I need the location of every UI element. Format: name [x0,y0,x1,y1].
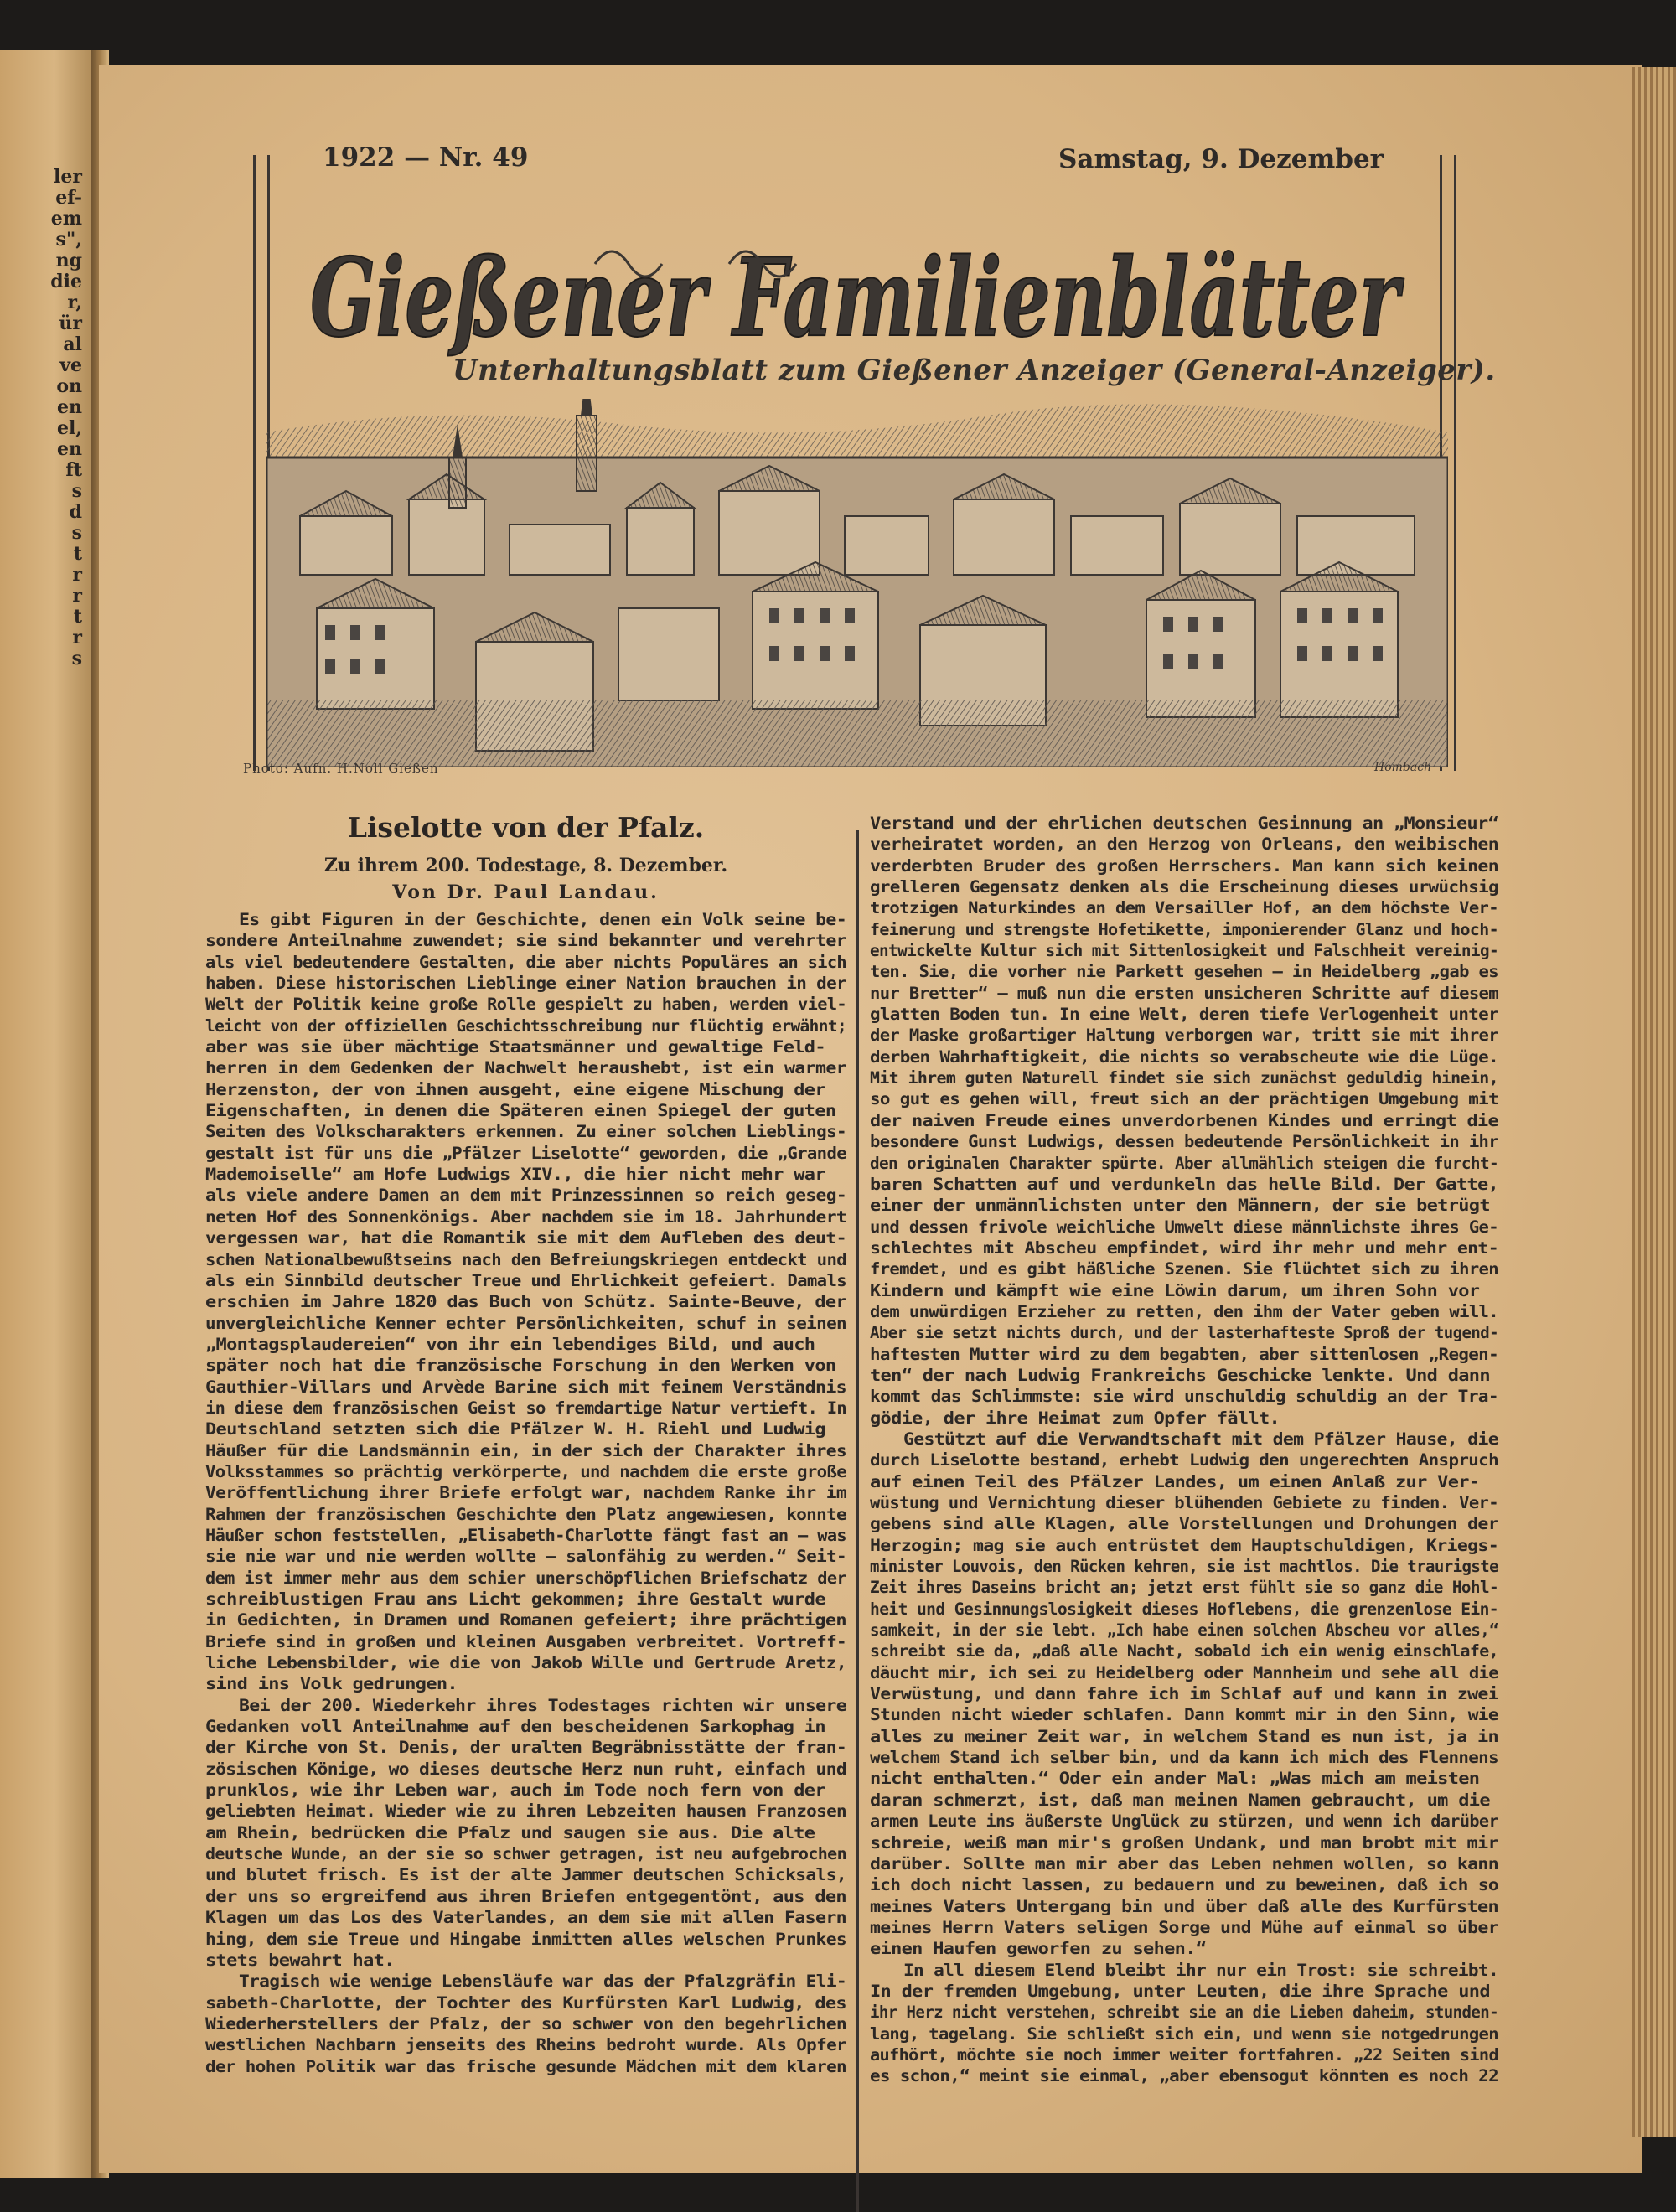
text-line: nicht enthalten.“ Oder ein ander Mal: „Was mich am meisten [870,1769,1480,1789]
text-line: einen Haufen geworfen zu sehen.“ [870,1939,1207,1959]
text-line: darüber. Sollte man mir aber das Leben nehmen wollen, so kann [870,1853,1498,1873]
text-line: ihr Herz nicht verstehen, schreibt sie an die Lieben daheim, stunden- [870,2003,1498,2023]
text-line: schreiblustigen Frau ans Licht gekommen; ihre Gestalt wurde [205,1589,825,1609]
city-engraving [266,399,1448,767]
text-line: unvergleichliche Kenner echter Persönlichkeiten, schuf in seinen [205,1313,846,1333]
text-line: Herzogin; mag sie auch entrüstet dem Hauptschuldigen, Kriegs- [870,1535,1498,1555]
text-line: schen Nationalbewußtseins nach den Befreiungskriegen entdeckt und [205,1249,846,1269]
left-page-fragment: t [73,606,82,628]
text-line: Klagen um das Los des Vaterlandes, an dem sie mit allen Fasern [205,1908,846,1928]
text-line: Zeit ihres Daseins bricht an; jetzt erst fühlt sie so ganz die Hohl- [870,1578,1498,1598]
text-line: erschien im Jahre 1820 das Buch von Schütz. Sainte-Beuve, der [205,1292,846,1312]
text-line: liche Lebensbilder, wie die von Jakob Wille und Gertrude Aretz, [205,1653,846,1673]
text-line: kommt das Schlimmste: sie wird unschuldig schuldig an der Tra- [870,1387,1498,1407]
text-line: Volksstammes so prächtig verkörperte, und nachdem die erste große [205,1461,846,1481]
text-line: es schon,“ meint sie einmal, „aber ebensogut könnten es noch 22 [870,2066,1498,2086]
left-page-fragment: die [50,271,82,292]
issue-date: Samstag, 9. Dezember [1058,144,1384,174]
left-page-fragment: s [71,522,82,544]
text-line: Verstand und der ehrlichen deutschen Gesinnung an „Monsieur“ [870,814,1498,833]
text-line: Rahmen der französischen Geschichte den Platz angewiesen, konnte [205,1504,846,1524]
page-stack-edges [1632,67,1676,2137]
text-line: sondere Anteilnahme zuwendet; sie sind bekannter und verehrter [205,931,846,951]
text-line: auf einen Teil des Pfälzer Landes, um einen Anlaß zur Ver- [870,1471,1480,1491]
left-page-fragment: ler [54,166,82,188]
left-page-fragment: ve [59,354,82,376]
text-line: sabeth-Charlotte, der Tochter des Kurfürsten Karl Ludwig, des [205,1992,846,2013]
text-line: den originalen Charakter spürte. Aber allmählich steigen die furcht- [870,1153,1498,1173]
text-line: daran schmerzt, ist, daß man meinen Namen gebraucht, um die [870,1790,1490,1810]
left-page-fragment: s [71,648,82,669]
text-line: herren in dem Gedenken der Nachwelt heraushebt, ist ein warmer [205,1058,846,1078]
text-line: Veröffentlichung ihrer Briefe erfolgt war, nachdem Ranke ihr im [205,1483,846,1503]
text-line: aber was sie über mächtige Staatsmänner und gewaltige Feld- [205,1037,825,1057]
left-page-fragment: al [63,333,82,355]
text-line: haftesten Mutter wird zu dem begabten, aber sittenlosen „Regen- [870,1344,1498,1364]
text-line: meines Vaters Untergang bin und über daß alle des Kurfürsten [870,1896,1498,1916]
left-page-edge [0,50,99,2178]
text-line: in diese dem französischen Geist so fremdartige Natur vertieft. In [205,1398,846,1418]
text-line: schreie, weiß man mir's großen Undank, und man brobt mit mir [870,1832,1498,1853]
issue-number: 1922 — Nr. 49 [323,142,529,173]
text-line: Häußer schon feststellen, „Elisabeth-Charlotte fängt fast an — was [205,1525,846,1545]
text-line: aufhört, möchte sie noch immer weiter fortfahren. „22 Seiten sind [870,2044,1498,2065]
text-line: haben. Diese historischen Lieblinge einer Nation brauchen in der [205,974,846,994]
text-line: Gestützt auf die Verwandtschaft mit dem Pfälzer Hause, die [903,1429,1498,1449]
text-line: derben Wahrhaftigkeit, die nichts so verabscheute wie die Lüge. [870,1047,1498,1067]
text-line: sind ins Volk gedrungen. [205,1674,458,1694]
left-page-fragment: s [71,480,82,502]
engraver-signature: Hombach [1374,761,1432,774]
left-page-fragment: on [56,375,82,397]
text-line: In all diesem Elend bleibt ihr nur ein Trost: sie schreibt. [903,1960,1498,1980]
article-subtitle: Zu ihrem 200. Todestage, 8. Dezember. [323,855,728,876]
left-page-fragment: em [50,208,82,230]
text-line: welchem Stand ich selber bin, und da kann ich mich des Flennens [870,1748,1498,1768]
left-page-fragment: d [69,501,82,523]
text-line: Es gibt Figuren in der Geschichte, denen ein Volk seine be- [239,910,846,929]
text-line: samkeit, in der sie lebt. „Ich habe einen solchen Abscheu vor alles,“ [870,1620,1498,1641]
left-page-fragment: r [72,564,82,586]
left-page-fragment: el, [56,417,82,439]
text-line: Tragisch wie wenige Lebensläufe war das der Pfalzgräfin Eli- [239,1972,846,1992]
article-title: Liselotte von der Pfalz. [347,811,705,844]
text-line: baren Schatten auf und verdunkeln das helle Bild. Der Gatte, [870,1174,1498,1194]
text-line: gestalt ist für uns die „Pfälzer Liselotte“ geworden, die „Grande [205,1143,846,1163]
left-page-fragment: r, [67,292,82,313]
text-line: glatten Boden tun. In eine Welt, deren tiefe Verlogenheit unter [870,1005,1498,1025]
text-line: Kindern und kämpft wie eine Löwin darum, um ihren Sohn vor [870,1280,1480,1300]
text-line: Wiederherstellers der Pfalz, der so schwer von den begehrlichen [205,2013,846,2034]
text-line: in Gedichten, in Dramen und Romanen gefeiert; ihre prächtigen [205,1610,846,1631]
text-line: sie nie war und nie werden wollte — salonfähig zu werden.“ Seit- [205,1547,846,1567]
text-line: Verwüstung, und dann fahre ich im Schlaf auf und kann in zwei [870,1684,1498,1704]
text-line: Herzenston, der von ihnen ausgeht, eine eigene Mischung der [205,1079,825,1099]
text-line: ten. Sie, die vorher nie Parkett gesehen — in Heidelberg „gab es [870,962,1498,982]
text-line: und blutet frisch. Es ist der alte Jammer deutschen Schicksals, [205,1865,846,1885]
text-line: geliebten Heimat. Wieder wie zu ihren Lebzeiten hausen Franzosen [205,1801,846,1822]
text-line: Briefe sind in großen und kleinen Ausgaben verbreitet. Vortreff- [205,1631,846,1651]
left-page-fragment: r [72,585,82,607]
left-page-fragment: ef- [55,187,82,209]
article-author: Von Dr. Paul Landau. [392,881,660,903]
text-line: später noch hat die französische Forschung in den Werken von [205,1356,836,1376]
text-line: so gut es gehen will, freut sich an der prächtigen Umgebung mit [870,1089,1498,1109]
text-line: Mit ihrem guten Naturell findet sie sich zunächst geduldig hinein, [870,1068,1498,1088]
text-line: Bei der 200. Wiederkehr ihres Todestages richten wir unsere [239,1695,846,1715]
left-page-fragment: r [72,627,82,649]
text-line: heit und Gesinnungslosigkeit dieses Hoflebens, die grenzenlose Ein- [870,1599,1498,1619]
text-line: Seiten des Volkscharakters erkennen. Zu einer solchen Lieblings- [205,1122,846,1142]
text-line: deutsche Wunde, an der sie so schwer getragen, ist neu aufgebrochen [205,1844,846,1864]
text-line: ten“ der nach Ludwig Frankreichs Geschicke lenkte. Und dann [870,1365,1490,1385]
text-line: Deutschland setzten sich die Pfälzer W. H. Riehl und Ludwig [205,1419,825,1439]
text-line: ich doch nicht lassen, zu bedauern und zu beweinen, daß ich so [870,1875,1498,1895]
text-line: prunklos, wie ihr Leben war, auch im Tode noch fern von der [205,1780,825,1801]
text-line: Aber sie setzt nichts durch, und der lasterhafteste Sproß der tugend- [870,1323,1498,1343]
left-page-fragment: en [57,438,82,460]
text-line: däucht mir, ich sei zu Heidelberg oder Mannheim und sehe all die [870,1662,1498,1682]
text-line: In der fremden Umgebung, unter Leuten, die ihre Sprache und [870,1981,1490,2001]
text-line: durch Liselotte bestand, erhebt Ludwig den ungerechten Anspruch [870,1450,1498,1470]
text-line: hing, dem sie Treue und Hingabe inmitten alles welschen Prunkes [205,1929,846,1949]
article-column-right [870,813,1498,2087]
text-line: Gauthier-Villars und Arvède Barine sich mit feinem Verständnis [205,1377,846,1397]
text-line: zösischen Könige, wo dieses deutsche Herz nun ruht, einfach und [205,1759,846,1779]
text-line: und dessen frivole weichliche Umwelt diese männlichste ihres Ge- [870,1217,1498,1237]
text-line: Häußer für die Landsmännin ein, in der sich der Charakter ihres [205,1440,846,1460]
left-page-fragment: ng [55,250,82,271]
left-page-fragment: ft [65,459,82,481]
text-line: nur Bretter“ — muß nun die ersten unsicheren Schritte auf diesem [870,983,1498,1003]
text-line: der hohen Politik war das frische gesunde Mädchen mit dem klaren [205,2056,846,2076]
text-line: einer der unmännlichsten unter den Männern, der sie betrügt [870,1196,1490,1216]
text-line: leicht von der offiziellen Geschichtsschreibung nur flüchtig erwähnt; [205,1016,846,1036]
text-line: besondere Gunst Ludwigs, dessen bedeutende Persönlichkeit in ihr [870,1132,1498,1152]
column-rule [856,830,859,2212]
masthead-subtitle: Unterhaltungsblatt zum Gießener Anzeiger (General-Anzeiger). [453,354,1496,387]
text-line: als viel bedeutendere Gestalten, die aber nichts Populäres an sich [205,952,846,972]
text-line: gödie, der ihre Heimat zum Opfer fällt. [870,1408,1280,1428]
text-line: verheiratet worden, an den Herzog von Orleans, den weibischen [870,835,1498,855]
article-column-left [205,909,846,2077]
text-line: armen Leute ins äußerste Unglück zu stürzen, und wenn ich darüber [870,1811,1498,1832]
text-line: „Montagsplaudereien“ von ihr ein lebendiges Bild, und auch [205,1334,815,1354]
text-line: als ein Sinnbild deutscher Treue und Ehrlichkeit gefeiert. Damals [205,1270,846,1290]
masthead-text: Gießener Familienblätter [310,235,1405,361]
text-line: neten Hof des Sonnenkönigs. Aber nachdem sie im 18. Jahrhundert [205,1207,846,1227]
text-line: dem ist immer mehr aus dem schier unerschöpflichen Briefschatz der [205,1568,846,1588]
text-line: dem unwürdigen Erzieher zu retten, den ihm der Vater geben will. [870,1301,1498,1321]
text-line: minister Louvois, den Rücken kehren, sie ist machtlos. Die traurigste [870,1557,1498,1577]
text-line: wüstung und Vernichtung dieser blühenden Gebiete zu finden. Ver- [870,1493,1498,1512]
text-line: der Kirche von St. Denis, der uralten Begräbnisstätte der fran- [205,1738,846,1758]
photo-credit: Photo: Aufn. H.Noll Gießen [243,761,439,776]
text-line: Welt der Politik keine große Rolle gespielt zu haben, werden viel- [205,995,846,1015]
text-line: Gedanken voll Anteilnahme auf den bescheidenen Sarkophag in [205,1717,825,1737]
text-line: Mademoiselle“ am Hofe Ludwigs XIV., die hier nicht mehr war [205,1165,825,1185]
text-line: gebens sind alle Klagen, alle Vorstellungen und Drohungen der [870,1514,1498,1534]
text-line: feinerung und strengste Hofetikette, imponierender Glanz und hoch- [870,919,1498,939]
left-page-fragment: t [73,543,82,565]
text-line: entwickelte Kultur sich mit Sittenlosigkeit und Falschheit vereinig- [870,941,1498,961]
left-page-fragment: en [57,396,82,418]
text-line: alles zu meiner Zeit war, in welchem Stand es nun ist, ja in [870,1726,1498,1746]
left-page-fragment: s", [55,229,82,251]
text-line: am Rhein, bedrücken die Pfalz und saugen sie aus. Die alte [205,1822,815,1842]
text-line: stets bewahrt hat. [205,1950,395,1970]
text-line: fremdet, und es gibt häßliche Szenen. Sie flüchtet sich zu ihren [870,1259,1498,1279]
left-page-fragment: ür [59,313,82,334]
text-line: der naiven Freude eines unverdorbenen Kindes und erringt die [870,1110,1498,1130]
text-line: vergessen war, hat die Romantik sie mit dem Aufleben des deut- [205,1228,846,1248]
text-line: verderbten Bruder des großen Herrschers. Man kann sich keinen [870,855,1498,876]
text-line: schlechtes mit Abscheu empfindet, wird ihr mehr und mehr ent- [870,1238,1498,1258]
text-line: der uns so ergreifend aus ihren Briefen entgegentönt, aus den [205,1886,846,1906]
text-line: lang, tagelang. Sie schließt sich ein, und wenn sie notgedrungen [870,2023,1498,2044]
text-line: schreibt sie da, „daß alle Nacht, sobald ich ein wenig einschlafe, [870,1641,1498,1662]
text-line: Eigenschaften, in denen die Späteren einen Spiegel der guten [205,1101,836,1121]
text-line: der Maske großartiger Haltung verborgen war, tritt sie mit ihrer [870,1026,1498,1046]
text-line: Stunden nicht wieder schlafen. Dann kommt mir in den Sinn, wie [870,1705,1498,1725]
text-line: grelleren Gegensatz denken als die Erscheinung dieses urwüchsig [870,877,1498,897]
text-line: als viele andere Damen an dem mit Prinzessinnen so reich geseg- [205,1186,846,1206]
text-line: trotzigen Naturkindes an dem Versailler Hof, an dem höchste Ver- [870,898,1498,918]
text-line: meines Herrn Vaters seligen Sorge und Mühe auf einmal so über [870,1917,1498,1937]
text-line: westlichen Nachbarn jenseits des Rheins bedroht wurde. Als Opfer [205,2035,846,2055]
